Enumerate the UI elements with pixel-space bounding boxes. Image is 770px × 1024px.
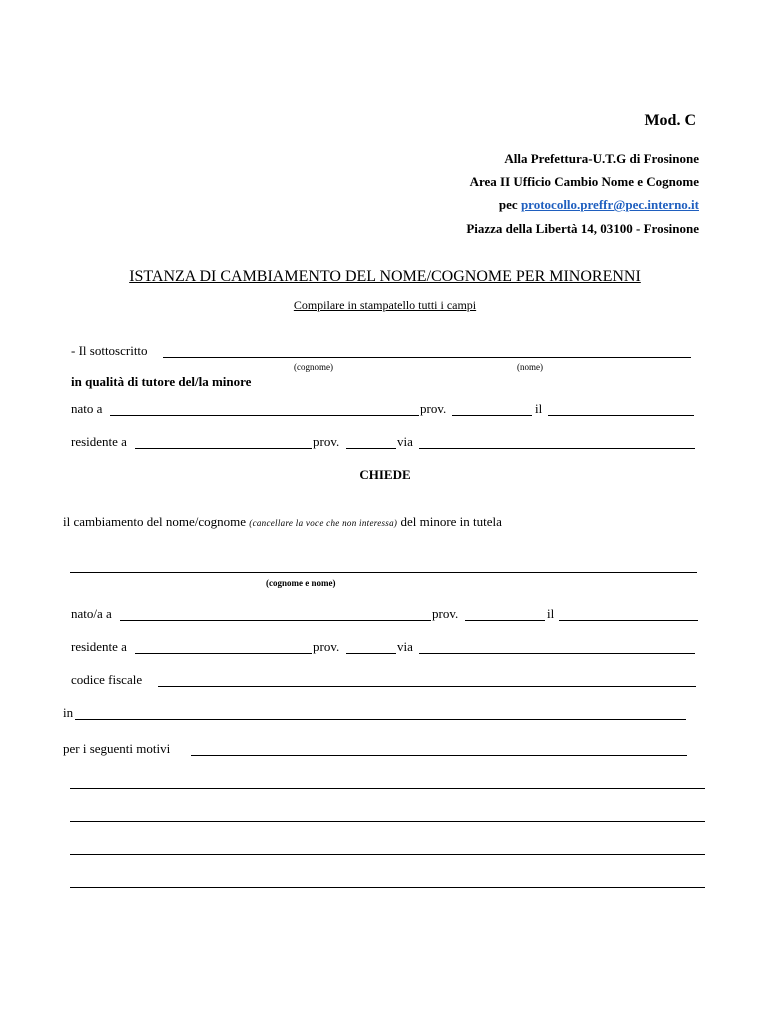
cambiamento-text: il cambiamento del nome/cognome: [63, 514, 247, 529]
nato-data-field[interactable]: [548, 415, 694, 416]
residente-via-field[interactable]: [419, 448, 695, 449]
residente-prov-label: prov.: [313, 434, 340, 449]
sottoscritto-label: - Il sottoscritto: [71, 343, 148, 358]
codice-fiscale-label: codice fiscale: [71, 672, 143, 687]
minore-nato-luogo-field[interactable]: [120, 620, 431, 621]
nome-hint: (nome): [517, 362, 543, 372]
motivi-field[interactable]: [191, 755, 687, 756]
nato-label: nato a: [71, 401, 103, 416]
minore-residente-via-field[interactable]: [419, 653, 695, 654]
residente-via-label: via: [397, 434, 413, 449]
residente-luogo-field[interactable]: [135, 448, 312, 449]
pec-label: pec: [498, 197, 518, 212]
minore-residente-prov-label: prov.: [313, 639, 340, 654]
cambiamento-line: [63, 514, 502, 530]
cambiamento-note: (cancellare la voce che non interessa): [249, 518, 398, 528]
pec-email-link[interactable]: protocollo.preffr@pec.interno.it: [520, 197, 699, 212]
minore-residente-luogo-field[interactable]: [135, 653, 312, 654]
codice-fiscale-field[interactable]: [158, 686, 696, 687]
minore-residente-label: residente a: [71, 639, 127, 654]
minore-nato-il-label: il: [547, 606, 555, 621]
minore-nato-data-field[interactable]: [559, 620, 698, 621]
in-field[interactable]: [75, 719, 686, 720]
nato-luogo-field[interactable]: [110, 415, 419, 416]
nato-il-label: il: [535, 401, 543, 416]
qualita-label: in qualità di tutore del/la minore: [71, 374, 252, 389]
minore-nome-hint: (cognome e nome): [266, 578, 336, 588]
recipient-line-2: Area II Ufficio Cambio Nome e Cognome: [469, 174, 699, 189]
motivi-line-3[interactable]: [70, 854, 705, 855]
chiede-heading: CHIEDE: [359, 467, 411, 482]
pec-line: [499, 197, 699, 213]
motivi-line-4[interactable]: [70, 887, 705, 888]
minore-residente-via-label: via: [397, 639, 413, 654]
form-code: Mod. C: [644, 112, 696, 129]
sottoscritto-field[interactable]: [163, 357, 691, 358]
minore-nato-prov-field[interactable]: [465, 620, 545, 621]
minore-residente-prov-field[interactable]: [346, 653, 396, 654]
recipient-address: Piazza della Libertà 14, 03100 - Frosinone: [466, 221, 699, 236]
minore-nato-prov-label: prov.: [432, 606, 459, 621]
form-subtitle: Compilare in stampatello tutti i campi: [293, 298, 477, 312]
cambiamento-text-2: del minore in tutela: [400, 514, 502, 529]
residente-label: residente a: [71, 434, 127, 449]
nato-prov-field[interactable]: [452, 415, 532, 416]
minore-nato-label: nato/a a: [71, 606, 112, 621]
motivi-line-2[interactable]: [70, 821, 705, 822]
motivi-line-1[interactable]: [70, 788, 705, 789]
residente-prov-field[interactable]: [346, 448, 396, 449]
motivi-label: per i seguenti motivi: [63, 741, 171, 756]
recipient-line-1: Alla Prefettura-U.T.G di Frosinone: [504, 151, 699, 166]
form-title: ISTANZA DI CAMBIAMENTO DEL NOME/COGNOME PER MINORENNI: [129, 268, 641, 285]
cognome-hint: (cognome): [294, 362, 333, 372]
nato-prov-label: prov.: [420, 401, 447, 416]
minore-nome-field[interactable]: [70, 572, 697, 573]
in-label: in: [63, 705, 74, 720]
